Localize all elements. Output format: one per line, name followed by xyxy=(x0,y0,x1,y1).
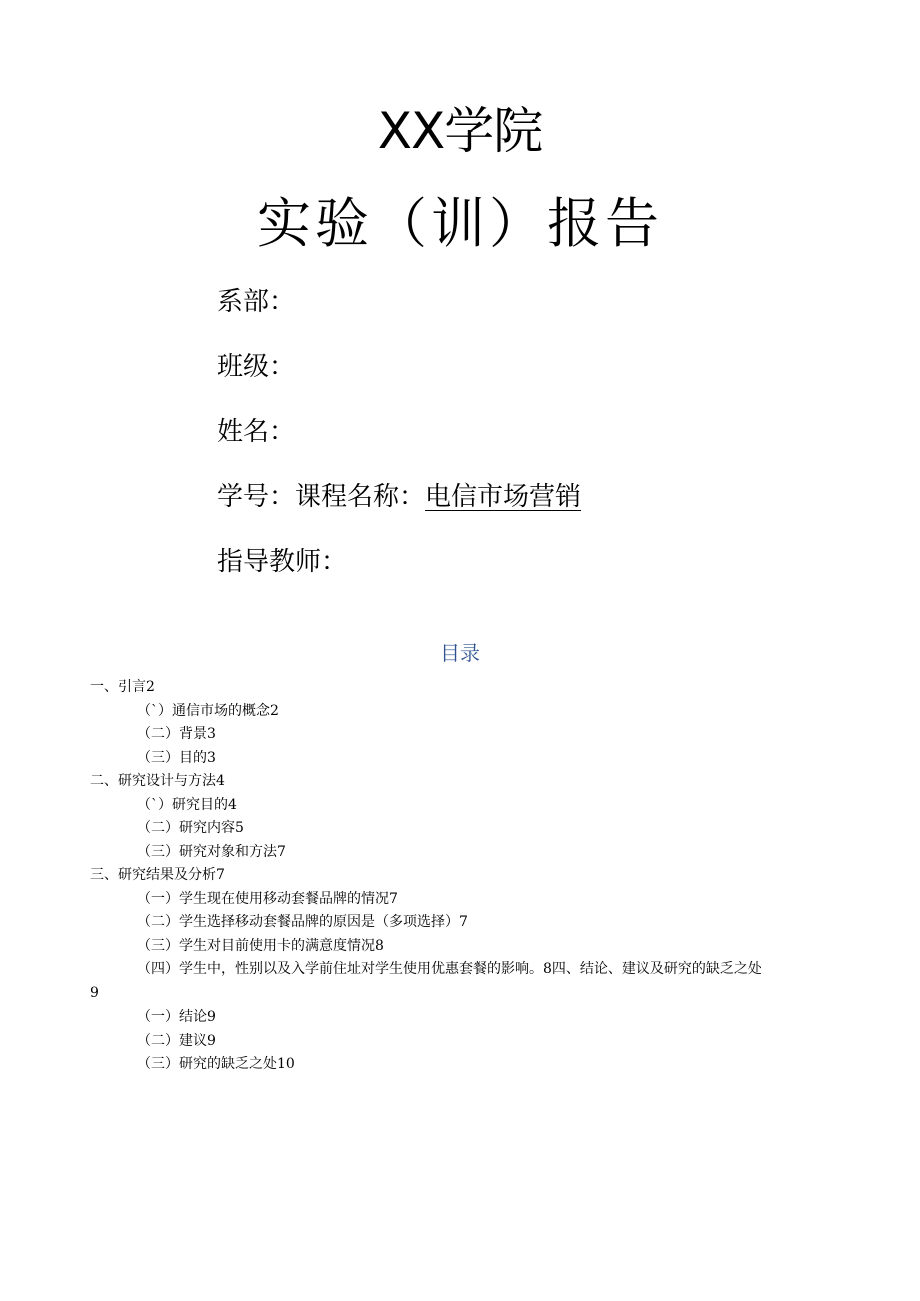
toc-entry[interactable]: （一）结论9 xyxy=(137,1009,216,1025)
toc-entry-continuation: 9 xyxy=(90,985,99,1001)
toc-entry[interactable]: 一、引言2 xyxy=(90,679,155,695)
toc-entry[interactable]: （一）学生现在使用移动套餐品牌的情况7 xyxy=(137,891,398,907)
toc-entry[interactable]: （二）研究内容5 xyxy=(137,820,244,836)
toc-heading: 目录 xyxy=(440,641,480,665)
toc-entry[interactable]: 三、研究结果及分析7 xyxy=(90,867,225,883)
instructor-label: 指导教师： xyxy=(217,547,348,577)
report-title: 实验（训）报告 xyxy=(257,192,663,255)
toc-entry[interactable]: （三）研究对象和方法7 xyxy=(137,844,286,860)
toc-entry[interactable]: （`）研究目的4 xyxy=(137,797,237,813)
toc-entry[interactable]: （三）目的3 xyxy=(137,750,216,766)
student-id-label: 学号： xyxy=(217,482,296,512)
toc-entry[interactable]: （二）学生选择移动套餐品牌的原因是（多项选择）7 xyxy=(137,914,468,930)
toc-entry[interactable]: （二）建议9 xyxy=(137,1033,216,1049)
toc-entry[interactable]: （三）学生对目前使用卡的满意度情况8 xyxy=(137,938,384,954)
school-title: XX学院 xyxy=(377,102,543,160)
toc-entry[interactable]: （二）背景3 xyxy=(137,726,216,742)
student-id-course-field xyxy=(217,479,581,515)
class-label: 班级： xyxy=(217,352,296,382)
class-field xyxy=(217,349,295,385)
name-label: 姓名： xyxy=(217,417,296,447)
course-value: 电信市场营销 xyxy=(425,482,582,512)
department-label: 系部： xyxy=(217,287,296,317)
course-label: 课程名称： xyxy=(295,482,426,512)
instructor-field xyxy=(217,544,347,580)
toc-entry[interactable]: （`）通信市场的概念2 xyxy=(137,703,279,719)
name-field xyxy=(217,414,295,450)
toc-entry[interactable]: （三）研究的缺乏之处10 xyxy=(137,1056,295,1072)
toc-entry[interactable]: 二、研究设计与方法4 xyxy=(90,773,225,789)
department-field xyxy=(217,284,295,320)
toc-entry[interactable]: （四）学生中，性别以及入学前住址对学生使用优惠套餐的影响。8四、结论、建议及研究的缺乏之处 xyxy=(137,961,762,977)
